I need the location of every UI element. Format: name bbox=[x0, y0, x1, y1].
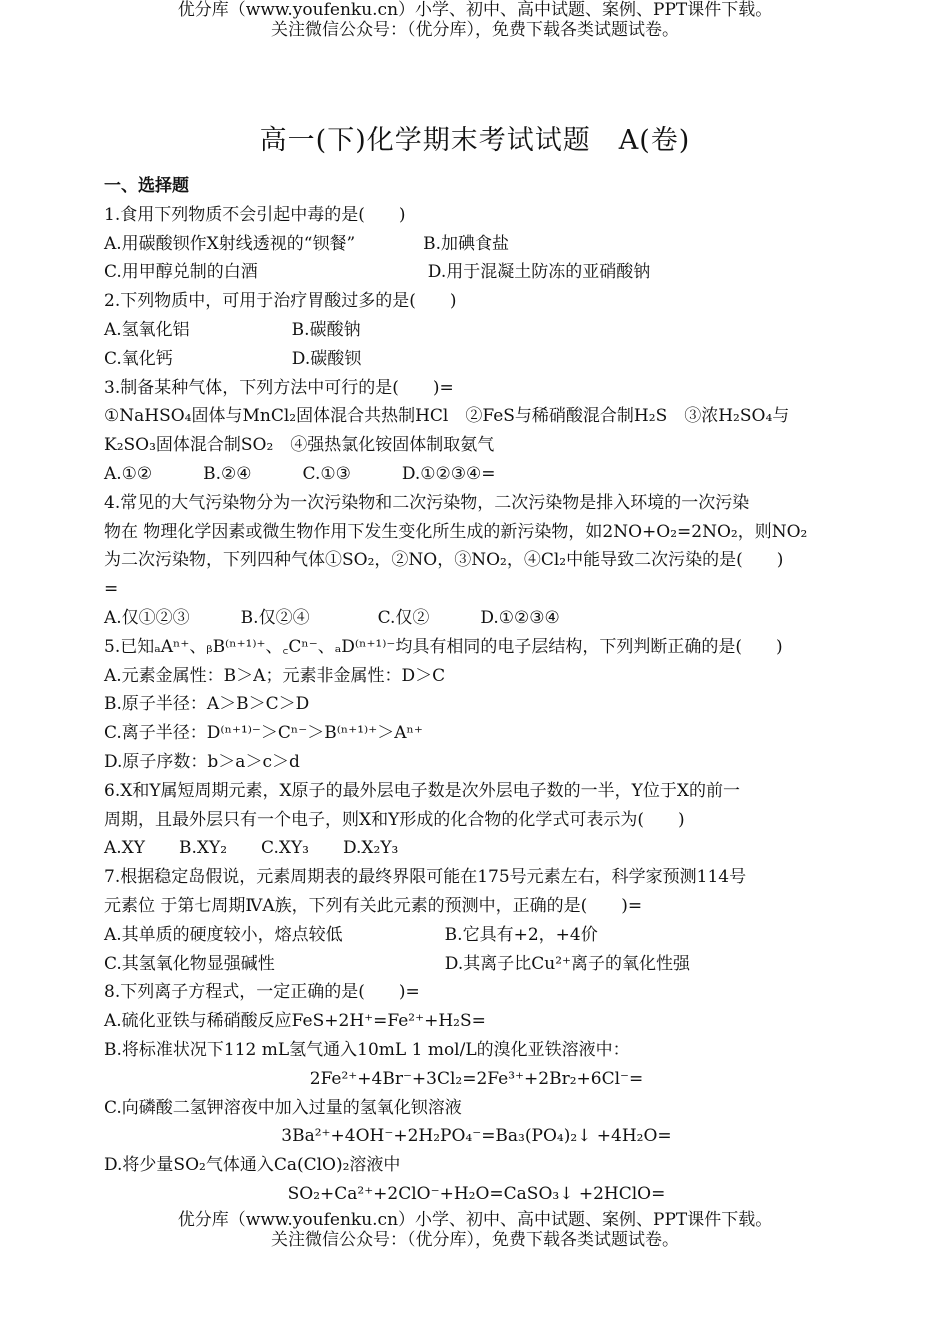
q8-option-d-equation: SO₂+Ca²⁺+2ClO⁻+H₂O=CaSO₃↓ +2HClO= bbox=[287, 1183, 666, 1204]
q8-option-b: B.将标准状况下112 mL氢气通入10mL 1 mol/L的溴化亚铁溶液中： bbox=[104, 1039, 630, 1060]
q1-options-ab: A.用碳酸钡作X射线透视的“钡餐” B.加碘食盐 bbox=[104, 233, 510, 254]
question-6-line-1: 6.X和Y属短周期元素，X原子的最外层电子数是次外层电子数的一半，Y位于X的前一 bbox=[104, 780, 740, 801]
question-7-line-1: 7.根据稳定岛假说，元素周期表的最终界限可能在175号元素左右，科学家预测114号 bbox=[104, 867, 747, 888]
question-4-line-1: 4.常见的大气污染物分为一次污染物和二次污染物，二次污染物是排入环境的一次污染 bbox=[104, 492, 750, 513]
page-title: 高一(下)化学期末考试试题 A(卷) bbox=[259, 125, 691, 156]
q8-option-a: A.硫化亚铁与稀硝酸反应FeS+2H⁺=Fe²⁺+H₂S= bbox=[104, 1011, 486, 1032]
question-5: 5.已知ₐAⁿ⁺、ᵦB⁽ⁿ⁺¹⁾⁺、꜀Cⁿ⁻、ₐD⁽ⁿ⁺¹⁾⁻均具有相同的电子层结构，下列判断正确的是( ) bbox=[104, 636, 783, 657]
q1-options-cd: C.用甲醇兑制的白酒 D.用于混凝土防冻的亚硝酸钠 bbox=[104, 262, 651, 283]
question-4-line-2: 物在 物理化学因素或微生物作用下发生变化所生成的新污染物，如2NO+O₂=2NO₂，则NO₂ bbox=[104, 521, 808, 542]
q5-option-d: D.原子序数：b＞a＞c＞d bbox=[104, 751, 300, 772]
q3-methods-line-1: ①NaHSO₄固体与MnCl₂固体混合共热制HCl ②FeS与稀硝酸混合制H₂S ③浓H₂SO₄与 bbox=[104, 406, 790, 427]
question-4-line-3: 为二次污染物，下列四种气体①SO₂，②NO，③NO₂，④Cl₂中能导致二次污染的是( ) bbox=[104, 550, 784, 571]
q8-option-d: D.将少量SO₂气体通入Ca(ClO)₂溶液中 bbox=[104, 1155, 401, 1176]
question-6-line-2: 周期，且最外层只有一个电子，则X和Y形成的化合物的化学式可表示为( ) bbox=[104, 809, 685, 830]
question-4-line-4: = bbox=[104, 579, 119, 600]
question-2: 2.下列物质中，可用于治疗胃酸过多的是( ) bbox=[104, 291, 457, 312]
q5-option-a: A.元素金属性：B＞A；元素非金属性：D＞C bbox=[104, 665, 446, 686]
q2-options-ab: A.氢氧化铝 B.碳酸钠 bbox=[104, 319, 361, 340]
header-line-2: 关注微信公众号：（优分库），免费下载各类试题试卷。 bbox=[271, 20, 679, 40]
question-8: 8.下列离子方程式，一定正确的是( )= bbox=[104, 982, 420, 1003]
q8-option-b-equation: 2Fe²⁺+4Br⁻+3Cl₂=2Fe³⁺+2Br₂+6Cl⁻= bbox=[309, 1068, 644, 1089]
footer-line-1: 优分库（www.youfenku.cn）小学、初中、高中试题、案例、PPT课件下载。 bbox=[177, 1210, 773, 1230]
section-heading: 一、选择题 bbox=[104, 176, 189, 196]
q3-options: A.①② B.②④ C.①③ D.①②③④= bbox=[104, 463, 496, 484]
question-7-line-2: 元素位 于第七周期ⅣA族，下列有关此元素的预测中，正确的是( )= bbox=[104, 895, 643, 916]
header-line-1: 优分库（www.youfenku.cn）小学、初中、高中试题、案例、PPT课件下载。 bbox=[177, 0, 773, 20]
q5-option-c: C.离子半径：D⁽ⁿ⁺¹⁾⁻＞Cⁿ⁻＞B⁽ⁿ⁺¹⁾⁺＞Aⁿ⁺ bbox=[104, 723, 423, 744]
q6-options: A.XY B.XY₂ C.XY₃ D.X₂Y₃ bbox=[104, 838, 399, 859]
q5-option-b: B.原子半径：A＞B＞C＞D bbox=[104, 694, 310, 715]
q7-options-ab: A.其单质的硬度较小，熔点较低 B.它具有+2，+4价 bbox=[104, 924, 598, 945]
q8-option-c: C.向磷酸二氢钾溶夜中加入过量的氢氧化钡溶液 bbox=[104, 1097, 462, 1118]
q2-options-cd: C.氧化钙 D.碳酸钡 bbox=[104, 348, 362, 369]
question-3: 3.制备某种气体，下列方法中可行的是( )= bbox=[104, 377, 454, 398]
q3-methods-line-2: K₂SO₃固体混合制SO₂ ④强热氯化铵固体制取氨气 bbox=[104, 435, 495, 456]
q7-options-cd: C.其氢氧化物显强碱性 D.其离子比Cu²⁺离子的氧化性强 bbox=[104, 953, 690, 974]
exam-content bbox=[104, 172, 849, 1209]
footer-line-2: 关注微信公众号：（优分库），免费下载各类试题试卷。 bbox=[271, 1230, 679, 1250]
q4-options: A.仅①②③ B.仅②④ C.仅② D.①②③④ bbox=[104, 607, 560, 628]
q8-option-c-equation: 3Ba²⁺+4OH⁻+2H₂PO₄⁻=Ba₃(PO₄)₂↓ +4H₂O= bbox=[281, 1126, 672, 1147]
question-1: 1.食用下列物质不会引起中毒的是( ) bbox=[104, 204, 406, 225]
